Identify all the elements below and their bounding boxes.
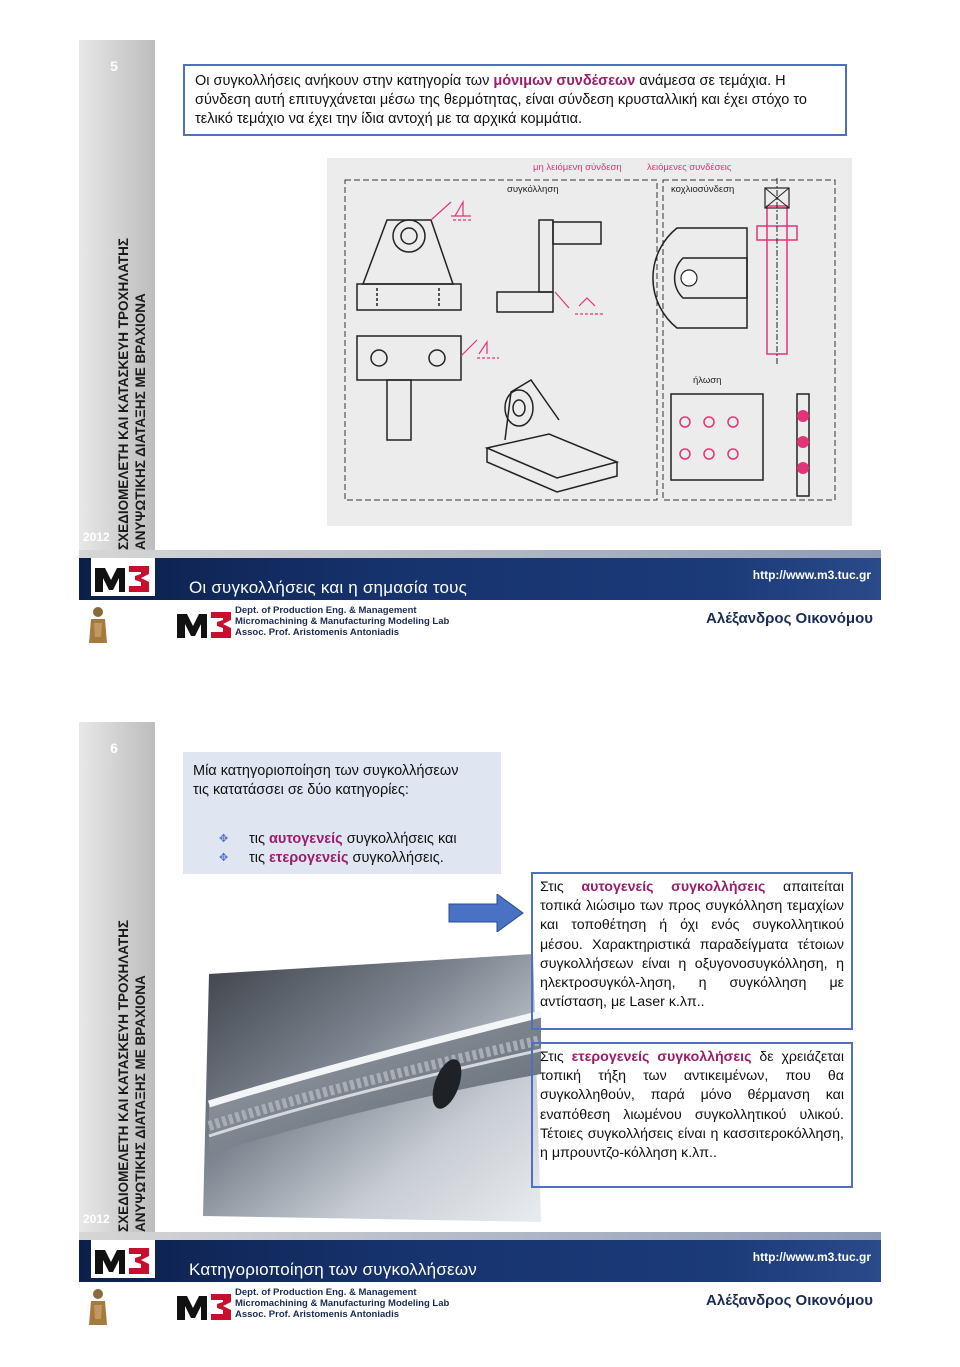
lab-credit-line: Dept. of Production Eng. & Management: [235, 605, 417, 616]
footer-bar: [79, 550, 881, 600]
slide-number: 5: [110, 58, 118, 74]
author-name: Αλέξανδρος Οικονόμου: [706, 610, 873, 627]
desc1-highlight: αυτογενείς συγκολλήσεις: [581, 879, 766, 895]
intro-text-box: [183, 64, 847, 136]
classification-box: [183, 752, 501, 874]
vertical-project-title: [115, 912, 149, 1232]
m3-logo-icon: [91, 558, 155, 596]
author-name: Αλέξανδρος Οικονόμου: [706, 1292, 873, 1309]
desc1-post: απαιτείται τοπικά λιώσιμο των προς συγκόλληση τεμαχίων και τοποθέτηση ή όχι ενός συγκολλητικού μέσου. Χαρακτηριστικά παραδείγματα τέτοιων συγκολλήσεων είναι η οξυγονοσυγκόλληση, η ηλεκτροσυγκόλ-ληση, η συγκόλληση με αντίσταση, με Laser κ.λπ..: [540, 879, 844, 1011]
lab-credit-line: Dept. of Production Eng. & Management: [235, 1287, 417, 1298]
vertical-title-line-1: ΣΧΕΔΙΟΜΕΛΕΤΗ ΚΑΙ ΚΑΤΑΣΚΕΥΗ ΤΡΟΧΗΛΑΤΗΣ: [116, 919, 131, 1232]
lab-credit-line: Assoc. Prof. Aristomenis Antoniadis: [235, 627, 399, 638]
list-item: [193, 849, 457, 868]
item-highlight: αυτογενείς: [268, 831, 343, 847]
year-label: 2012: [83, 530, 110, 544]
desc2-post: δε χρειάζεται τοπική τήξη των αντικειμένων, που θα συγκολληθούν, παρά μόνο θέρμανση και εναπόθεση λιωμένου συγκολλητικού υλικού. Τέτοιες συγκολλήσεις είναι η κασσιτεροκόλληση, η μπρουντζο-κόλληση κ.λπ..: [540, 1049, 844, 1162]
footer-stripes: [79, 550, 881, 558]
intro-text-post: ανάμεσα σε τεμάχια. Η σύνδεση αυτή επιτυγχάνεται μέσω της θερμότητας, είναι σύνδεση κρυσταλλική και έχει στόχο το τελικό τεμάχιο να έχει την ίδια αντοχή με τα αρχικά κομμάτια.: [195, 73, 807, 127]
autogenous-description: [531, 872, 853, 1030]
lab-credit-line: Assoc. Prof. Aristomenis Antoniadis: [235, 1309, 399, 1320]
bullet-icon: ✥: [219, 833, 229, 845]
vertical-project-title: [115, 230, 149, 550]
classification-intro: [193, 762, 458, 800]
vertical-title-line-2: ΑΝΥΨΩΤΙΚΗΣ ΔΙΑΤΑΞΗΣ ΜΕ ΒΡΑΧΙΟΝΑ: [133, 293, 148, 550]
sidebar: [79, 722, 155, 1277]
website-url: http://www.m3.tuc.gr: [752, 568, 871, 582]
label-bolting: κοχλιοσύνδεση: [671, 184, 735, 195]
weld-seam-photo: [203, 954, 541, 1222]
joints-technical-drawing: [327, 158, 852, 526]
desc2-pre: Στις: [540, 1049, 572, 1065]
lab-credits: [235, 605, 449, 638]
item-post: συγκολλήσεις.: [348, 850, 444, 866]
label-nonremovable-joint: μη λειόμενη σύνδεση: [533, 162, 622, 173]
heterogenous-description: [531, 1042, 853, 1188]
slide-title: Οι συγκολλήσεις και η σημασία τους: [189, 578, 468, 597]
footer-stripes: [79, 1232, 881, 1240]
lab-credit-line: Micromachining & Manufacturing Modeling Lab: [235, 1298, 450, 1309]
slide-6: [79, 722, 881, 1328]
label-welding: συγκόλληση: [507, 184, 559, 195]
intro-text-pre: Οι συγκολλήσεις ανήκουν στην κατηγορία των: [195, 73, 494, 89]
lab-m3-logo-icon: [175, 1288, 233, 1322]
lab-credit-line: Micromachining & Manufacturing Modeling Lab: [235, 616, 450, 627]
desc1-pre: Στις: [540, 879, 582, 895]
intro-highlight: μόνιμων συνδέσεων: [493, 73, 636, 89]
bullet-icon: ✥: [219, 852, 229, 864]
footer-bar: [79, 1232, 881, 1282]
statue-icon: [87, 605, 109, 645]
desc2-highlight: ετερογενείς συγκολλήσεις: [571, 1049, 752, 1065]
slide-5: [79, 40, 881, 646]
classification-intro-line: τις κατατάσσει σε δύο κατηγορίες:: [193, 782, 409, 798]
year-label: 2012: [83, 1212, 110, 1226]
lab-m3-logo-icon: [175, 606, 233, 640]
item-pre: τις: [249, 850, 269, 866]
item-post: συγκολλήσεις και: [342, 831, 457, 847]
slide-title: Κατηγοριοποίηση των συγκολλήσεων: [189, 1260, 477, 1279]
item-pre: τις: [249, 831, 269, 847]
arrow-right-icon: [447, 894, 525, 932]
lab-credits: [235, 1287, 449, 1320]
vertical-title-line-2: ΑΝΥΨΩΤΙΚΗΣ ΔΙΑΤΑΞΗΣ ΜΕ ΒΡΑΧΙΟΝΑ: [133, 975, 148, 1232]
label-riveting: ήλωση: [693, 375, 722, 386]
statue-icon: [87, 1287, 109, 1327]
label-removable-joints: λειόμενες συνδέσεις: [647, 162, 732, 173]
m3-logo-icon: [91, 1240, 155, 1278]
sidebar: [79, 40, 155, 595]
slide-number: 6: [110, 740, 118, 756]
list-item: [193, 830, 457, 849]
vertical-title-line-1: ΣΧΕΔΙΟΜΕΛΕΤΗ ΚΑΙ ΚΑΤΑΣΚΕΥΗ ΤΡΟΧΗΛΑΤΗΣ: [116, 237, 131, 550]
item-highlight: ετερογενείς: [268, 850, 349, 866]
classification-intro-line: Μία κατηγοριοποίηση των συγκολλήσεων: [193, 763, 459, 779]
classification-list: [193, 830, 457, 868]
website-url: http://www.m3.tuc.gr: [752, 1250, 871, 1264]
